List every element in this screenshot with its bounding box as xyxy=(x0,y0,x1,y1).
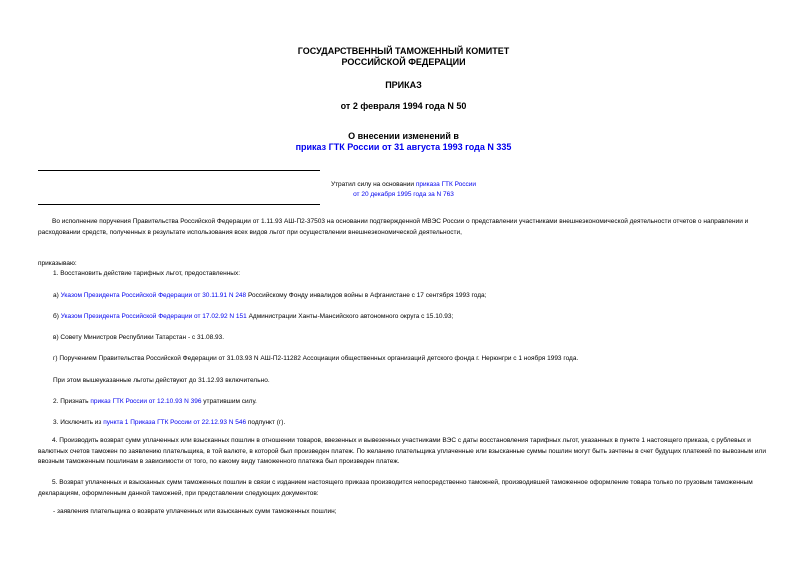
doc-subject: О внесении изменений в xyxy=(348,131,459,141)
item-a xyxy=(53,291,486,301)
doc-date: от 2 февраля 1994 года N 50 xyxy=(340,101,467,111)
divider-bottom xyxy=(38,204,320,205)
item-2-suffix: утратившим силу. xyxy=(201,398,257,405)
item-2 xyxy=(53,397,257,407)
doc-type: ПРИКАЗ xyxy=(385,80,422,90)
item-4-paragraph: 4. Производить возврат сумм уплаченных или взысканных пошлин в отношении товаров, ввезенных и вывезенных участниками ВЭС с даты восстановления тарифных льгот, указанных в пункте 1 настоящего приказа, с рублевых и валютных счетов таможен по заявлению плательщика, в той валюте, в которой был произведен платеж. По желанию плательщика уплаченные или взысканные суммы пошлин могут быть зачтены в счет будущих платежей по вывозным или ввозным таможенным пошлинам в зависимости от того, по какому виду таможенного платежа был произведен платеж. xyxy=(38,437,766,465)
decree-248-link[interactable]: Указом Президента Российской Федерации от 30.11.91 N 248 xyxy=(60,292,247,299)
item-2-prefix: 2. Признать xyxy=(53,398,91,405)
repeal-order-link[interactable]: приказа ГТК России xyxy=(415,181,477,188)
order-546-link[interactable]: пункта 1 Приказа ГТК России от 22.12.93 N 546 xyxy=(103,419,247,426)
org-name-line1: ГОСУДАРСТВЕННЫЙ ТАМОЖЕННЫЙ КОМИТЕТ xyxy=(297,46,510,56)
status-note xyxy=(0,180,807,190)
item-b xyxy=(53,312,453,322)
item-a-prefix: а) xyxy=(53,292,61,299)
item-1: 1. Восстановить действие тарифных льгот, предоставленных: xyxy=(53,270,241,277)
benefits-valid-note: При этом вышеуказанные льготы действуют до 31.12.93 включительно. xyxy=(53,377,270,384)
status-note-prefix: Утратил силу на основании xyxy=(330,181,416,188)
divider-top xyxy=(38,170,320,171)
order-396-link[interactable]: приказ ГТК России от 12.10.93 N 396 xyxy=(90,398,202,405)
item-3-suffix: подпункт (г). xyxy=(246,419,286,426)
item-b-prefix: б) xyxy=(53,313,61,320)
item-v: в) Совету Министров Республики Татарстан - с 31.08.93. xyxy=(53,334,225,341)
item-a-suffix: Российскому Фонду инвалидов войны в Афганистане с 17 сентября 1993 года; xyxy=(246,292,487,299)
item-5-paragraph: 5. Возврат уплаченных и взысканных сумм таможенных пошлин в связи с изданием настоящего приказа производится непосредственно таможней, производившей таможенное оформление товара только по грузовым таможенным декларациям, оформленным данной таможней, при представлении следующих документов: xyxy=(38,479,753,497)
item-g: г) Поручением Правительства Российской Федерации от 31.03.93 N АШ-П2-11282 Ассоциации общественных организаций детского фонда г. Нерюнгри с 1 ноября 1993 года. xyxy=(53,355,579,362)
preamble-paragraph: Во исполнение поручения Правительства Российской Федерации от 1.11.93 АШ-П2-37503 на основании подтвержденной МВЭС России о представлении участниками внешнеэкономической деятельности отчетов о направлении и расходовании средств, полученных в результате использования всех видов льгот при осуществлении внешнеэкономической деятельности, xyxy=(38,218,749,236)
subject-link[interactable]: приказ ГТК России от 31 августа 1993 года N 335 xyxy=(295,142,512,152)
item-3-prefix: 3. Исключить из xyxy=(53,419,104,426)
decree-151-link[interactable]: Указом Президента Российской Федерации от 17.02.92 N 151 xyxy=(60,313,247,320)
item-3 xyxy=(53,418,285,428)
repeal-date-link[interactable]: от 20 декабря 1995 года за N 763 xyxy=(353,191,454,198)
item-5-document-1: - заявления плательщика о возврате уплаченных или взысканных сумм таможенных пошлин; xyxy=(53,508,337,515)
org-name-line2: РОССИЙСКОЙ ФЕДЕРАЦИИ xyxy=(341,57,466,67)
item-b-suffix: Администрации Ханты-Мансийского автономного округа с 15.10.93; xyxy=(246,313,454,320)
order-word: приказываю: xyxy=(38,260,77,267)
